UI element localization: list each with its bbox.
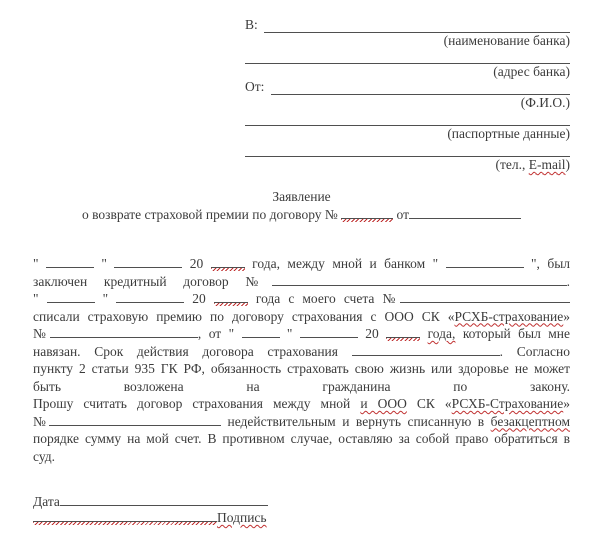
field-caption — [245, 64, 570, 79]
text-run: навязан. Срок действия договора страхования — [33, 343, 352, 359]
blank-underline — [50, 325, 198, 338]
text-run: (тел., — [495, 157, 529, 172]
blank-underline — [245, 51, 570, 64]
body-line — [33, 448, 570, 466]
spellcheck-flagged-text: и ООО — [360, 396, 407, 411]
text-run: года, между мной и банком " — [244, 256, 446, 271]
body-line — [33, 290, 570, 308]
blank-underline — [47, 290, 95, 303]
text-run: " — [93, 256, 115, 271]
text-run: 20 — [357, 326, 387, 341]
text-run: , от " — [197, 326, 242, 341]
blank-underline — [386, 325, 420, 338]
recipient-row — [245, 111, 570, 141]
text-run: " — [33, 256, 46, 271]
text-run: о возврате страховой премии по договору № — [81, 207, 342, 222]
text-run: 20 — [184, 291, 214, 306]
field-caption — [245, 95, 570, 110]
body-line — [33, 255, 570, 273]
spellcheck-flagged-text: Подпись — [217, 510, 267, 525]
body-paragraph — [33, 255, 570, 465]
signature-line — [33, 509, 570, 525]
text-run: ", был — [523, 256, 571, 271]
field-caption — [245, 126, 570, 141]
spellcheck-flagged-text: РСХБ-страхование — [454, 308, 564, 324]
blank-underline — [272, 273, 567, 286]
text-run — [420, 326, 427, 341]
spellcheck-flagged-text: года, — [427, 326, 456, 341]
text-run: . Согласно — [499, 343, 570, 359]
date-line — [33, 493, 570, 509]
text-run: " — [279, 326, 300, 341]
text-run: Дата — [33, 494, 60, 509]
text-run: (адрес банка) — [493, 64, 570, 79]
body-line — [33, 343, 570, 361]
text-run: порядке сумму на мой счет. В противном случае, оставляю за собой право обратиться в — [33, 431, 570, 446]
fill-in-line — [245, 18, 570, 33]
title-line2 — [33, 206, 570, 223]
blank-underline — [409, 206, 521, 219]
blank-underline — [33, 509, 217, 522]
spellcheck-flagged-text: E-mail — [528, 157, 566, 172]
fill-in-line — [245, 49, 570, 64]
text-run: ) — [565, 157, 570, 172]
text-run: года с моего счета № — [247, 291, 401, 306]
blank-underline — [46, 255, 94, 268]
body-line — [33, 273, 570, 291]
body-line — [33, 360, 570, 378]
blank-underline — [264, 20, 570, 33]
blank-underline — [245, 113, 570, 126]
text-run: № — [33, 413, 49, 429]
body-line — [33, 413, 570, 431]
text-run: СК « — [406, 396, 452, 411]
field-caption — [245, 33, 570, 48]
footer-block — [33, 493, 570, 525]
body-line — [33, 308, 570, 326]
text-run: который был мне — [455, 326, 571, 341]
blank-underline — [341, 206, 393, 219]
blank-underline — [446, 255, 524, 268]
text-run: списали страховую премию по договору страхования с ООО СК « — [33, 308, 455, 324]
text-run: " — [33, 291, 47, 306]
body-line — [33, 378, 570, 396]
text-run: . — [566, 273, 570, 289]
recipient-block — [245, 18, 570, 172]
text-run: суд. — [33, 448, 55, 464]
recipient-row — [245, 18, 570, 48]
text-run: быть возложена на гражданина по закону. — [33, 378, 570, 394]
text-run: Прошу считать договор страхования между мной — [33, 396, 361, 411]
text-run: заключен кредитный договор № — [33, 273, 272, 289]
recipient-row — [245, 49, 570, 79]
recipient-row — [245, 80, 570, 110]
blank-underline — [352, 343, 500, 356]
fill-in-line — [245, 142, 570, 157]
body-line — [33, 430, 570, 448]
text-run: (Ф.И.О.) — [520, 95, 570, 110]
text-run: » — [563, 308, 570, 324]
blank-underline — [114, 255, 182, 268]
document-title — [33, 188, 570, 223]
title-line1: Заявление — [272, 189, 331, 204]
fill-in-line — [245, 80, 570, 95]
blank-underline — [271, 82, 570, 95]
text-run: от — [393, 207, 410, 222]
text-run: " — [94, 291, 117, 306]
blank-underline — [116, 290, 184, 303]
body-line — [33, 325, 570, 343]
blank-underline — [245, 144, 570, 157]
spellcheck-flagged-text: безакцептном — [490, 413, 571, 429]
text-run: (паспортные данные) — [447, 126, 570, 141]
text-run: пункту 2 статьи 935 ГК РФ, обязанность страховать свою жизнь или здоровье не может — [33, 361, 570, 376]
blank-underline — [400, 290, 570, 303]
blank-underline — [211, 255, 245, 268]
text-run: № — [33, 326, 50, 341]
fill-in-line — [245, 111, 570, 126]
text-run: » — [563, 396, 570, 411]
field-prefix: В: — [245, 17, 262, 32]
text-run: недействительным и вернуть списанную в — [221, 413, 491, 429]
blank-underline — [60, 493, 268, 506]
blank-underline — [214, 290, 248, 303]
field-prefix: От: — [245, 79, 268, 94]
spellcheck-flagged-text: РСХБ-Страхование — [451, 396, 564, 411]
body-line — [33, 395, 570, 413]
text-run: 20 — [182, 256, 211, 271]
blank-underline — [300, 325, 358, 338]
recipient-row — [245, 142, 570, 172]
blank-underline — [49, 413, 221, 426]
text-run: (наименование банка) — [443, 33, 570, 48]
field-caption — [245, 157, 570, 172]
blank-underline — [242, 325, 280, 338]
